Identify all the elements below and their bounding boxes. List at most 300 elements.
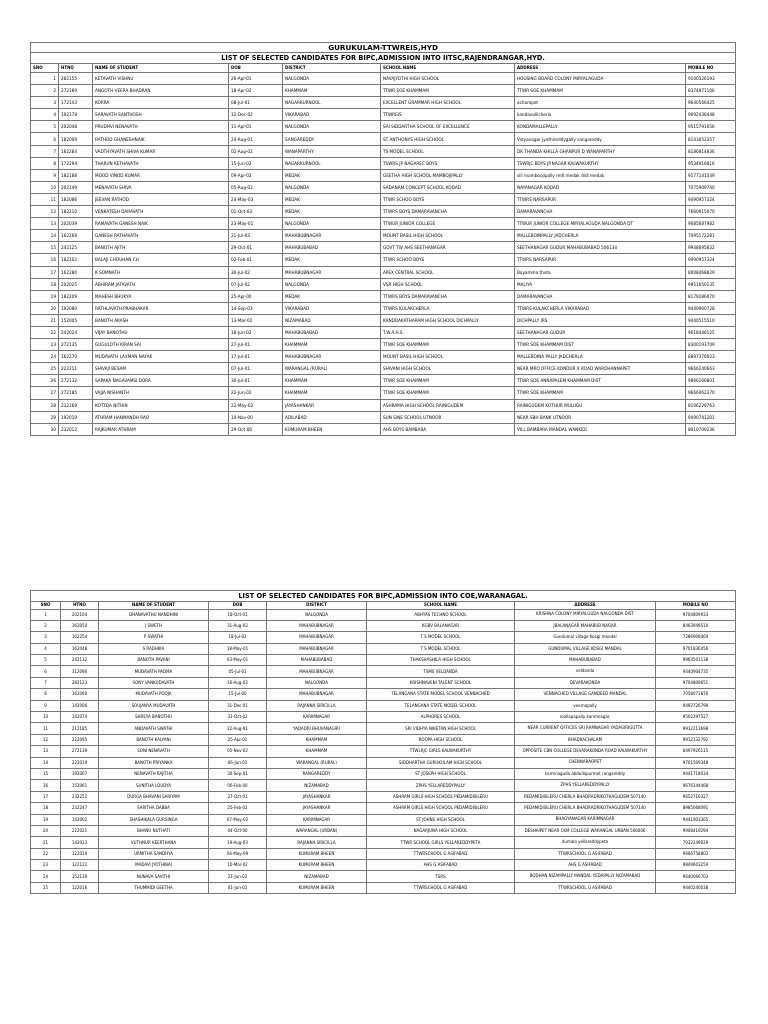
cell-district: KHAMMAM [283,339,381,351]
cell-sno: 19 [31,290,59,302]
cell-htno: 232169 [59,399,93,411]
cell-mobile: 9704809933 [656,609,736,620]
cell-district: MAHABUBABAD [267,655,367,666]
table-row [31,314,736,326]
cell-mobile: 7660915070 [686,206,736,218]
cell-dob: 31-Aug-02 [209,620,267,631]
cell-student-name: ANDAVATH SWATHI [99,723,209,734]
table-row [31,700,736,711]
cell-dob: 05-Aug-02 [229,181,283,193]
table-row [31,266,736,278]
col-header-mobile: MOBILE NO [686,64,736,73]
table-row [31,803,736,814]
cell-school-name: NAGARJUNA HIGH SCHOOL [367,825,515,836]
cell-htno: 202025 [59,278,93,290]
cell-address: achampet [515,97,686,109]
cell-htno: 182188 [59,169,93,181]
table-row [31,814,736,825]
cell-dob: 01-Oct-03 [229,206,283,218]
table-row [31,780,736,791]
col-header-district: DISTRICT [283,64,381,73]
table-row [31,689,736,700]
cell-district: KUMURAM BHEEN [283,423,381,435]
cell-mobile: 9440515510 [686,314,736,326]
cell-mobile: 8985068091 [656,803,736,814]
cell-student-name: SARAVATH SANTHOSH [93,109,229,121]
cell-student-name: SAPAKA NAGAVAMSI DORA [93,375,229,387]
cell-htno: 182086 [59,193,93,205]
cell-student-name: URMITHA SANDHYA [99,848,209,859]
cell-address: Vidyanagar jyothireddygally sangareddy [515,133,686,145]
cell-mobile: 9440904735 [656,666,736,677]
table-row [31,181,736,193]
col-header-school: SCHOOL NAME [367,602,515,610]
cell-district: MEDAK [283,193,381,205]
cell-mobile: 9515791656 [686,121,736,133]
cell-mobile: 9912132792 [656,734,736,745]
cell-sno: 3 [31,632,61,643]
cell-mobile: 9441903365 [656,814,736,825]
cell-mobile: 8008468829 [686,266,736,278]
table-row [31,791,736,802]
cell-school-name: SADANAM CONCEPT SCHOOL KODAD [381,181,515,193]
cell-school-name: AHS G ASIFABAD [367,860,515,871]
cell-student-name: SHASHIKALA GURSINGA [99,814,209,825]
table-row [31,620,736,631]
cell-sno: 10 [31,712,61,723]
col-header-htno: HTNO [59,64,93,73]
cell-district: NALGONDA [283,181,381,193]
cell-address: ZPHS YELLAREDDYPALLY [515,780,656,791]
cell-address: RAINIGUDEM KOTHUR MULUGU [515,399,686,411]
cell-sno: 19 [31,814,61,825]
cell-student-name: RATHLAVATH.PRABHAKAR [93,302,229,314]
cell-htno: 152061 [61,780,99,791]
cell-district: KUMURAM BHEEN [267,848,367,859]
cell-school-name: TSRS [367,871,515,882]
cell-sno: 20 [31,825,61,836]
cell-sno: 15 [31,242,59,254]
cell-district: MEDAK [283,254,381,266]
cell-student-name: BANOTH AKASH [93,314,229,326]
table-row [31,157,736,169]
table-row [31,218,736,230]
cell-student-name: S RADHIKA [99,643,209,654]
cell-student-name: KORRA [93,97,229,109]
cell-district: SANGAREDDY [283,133,381,145]
cell-student-name: SONY VANKUDAVATH [99,677,209,688]
cell-student-name: VENKATESH DARAVATH [93,206,229,218]
cell-sno: 12 [31,734,61,745]
cell-sno: 25 [31,363,59,375]
cell-dob: 18-May-01 [209,643,267,654]
table-row [31,677,736,688]
cell-htno: 182210 [59,206,93,218]
cell-mobile: 9085687982 [686,218,736,230]
cell-sno: 1 [31,73,59,85]
cell-mobile: 8186814836 [686,145,736,157]
table-row [31,230,736,242]
cell-address: veldanda [515,666,656,677]
cell-student-name: MUDAVATH PADMA [99,666,209,677]
cell-student-name: SONI NENAVATH [99,746,209,757]
col-header-htno: HTNO [61,602,99,610]
cell-dob: 25-Apr-01 [209,734,267,745]
cell-dob: 25-Feb-02 [209,803,267,814]
cell-school-name: TTWRS BOYS DAMARAVANCHA [381,290,515,302]
table-row [31,734,736,745]
cell-htno: 212185 [61,723,99,734]
cell-mobile: 9640566425 [686,97,736,109]
col-header-address: ADDRESS [515,602,656,610]
cell-school-name: TTWREIS [381,109,515,121]
cell-address: KRISHNA COLONY MIRYALGUDA NALGONDA DIST [515,609,656,620]
cell-district: NALGONDA [267,677,367,688]
cell-sno: 3 [31,97,59,109]
cell-district: RAJANNA SIRICILLA [267,700,367,711]
cell-school-name: ST JOHNS HIGH SCHOOL [367,814,515,825]
cell-student-name: MENAVATH SHIVA [93,181,229,193]
cell-htno: 162254 [61,632,99,643]
cell-dob: 04-May-99 [209,848,267,859]
cell-dob: 12-Dec-02 [229,109,283,121]
cell-sno: 8 [31,157,59,169]
cell-sno: 2 [31,620,61,631]
cell-sno: 23 [31,860,61,871]
cell-student-name: VUTHNUR KEERTHANA [99,837,209,848]
cell-student-name: NUNAVA SAVITHI [99,871,209,882]
cell-mobile: 9502297527 [656,712,736,723]
cell-mobile: 9908419294 [656,825,736,836]
cell-district: WARANGAL (RURAL) [283,363,381,375]
cell-school-name: ASHRAM GIRLS HIGH SCHOOL PEDAMIDISILERU [367,791,515,802]
cell-dob: 18-Jun-02 [229,326,283,338]
cell-student-name: MADAVI JYOTHIBAI [99,860,209,871]
cell-htno: 272185 [59,387,93,399]
cell-address: TTWR SOE ANNAPALEM KHAMMAM DIST [515,375,686,387]
cell-mobile: 8497926115 [656,746,736,757]
cell-district: NALGONDA [283,121,381,133]
table-coe-selected-candidates [30,590,736,894]
cell-htno: 202039 [59,218,93,230]
cell-school-name: TTWRS BOYS DAMARAVANCHA [381,206,515,218]
cell-school-name: VSR HIGH SCHOOL [381,278,515,290]
cell-address: PEDAMIDISILERU CHERLA BHADRADRIKOTHAGUDEM 507140 [515,791,656,802]
table-row [31,242,736,254]
cell-address: DESHAIPET NEAR CKM COLLEGE WARANGAL URBAN 506006 [515,825,656,836]
cell-student-name: DHANAVATHU NANDHINI [99,609,209,620]
cell-sno: 7 [31,145,59,157]
cell-dob: 21-Jun-02 [209,871,267,882]
cell-sno: 9 [31,700,61,711]
cell-district: KUMURAM BHEEN [267,860,367,871]
cell-htno: 242132 [61,655,99,666]
cell-htno: 142074 [61,712,99,723]
cell-sno: 5 [31,121,59,133]
cell-district: MEDAK [283,169,381,181]
cell-mobile: 9704809651 [656,677,736,688]
cell-mobile: 8463949510 [656,620,736,631]
cell-sno: 18 [31,278,59,290]
cell-address: kandavallicheria [515,109,686,121]
cell-htno: 222095 [61,734,99,745]
cell-address: TTWR SOE KHAMMAM [515,387,686,399]
cell-mobile: 9177141549 [686,169,736,181]
cell-student-name: K SOMNATH [93,266,229,278]
cell-address: TTWRS NARSAPUR [515,193,686,205]
cell-mobile: 8300193709 [686,339,736,351]
cell-sno: 27 [31,387,59,399]
cell-dob: 18-Oct-01 [209,609,267,620]
cell-sno: 21 [31,314,59,326]
cell-district: MAHABUBNAGAR [267,666,367,677]
cell-student-name: MUDAVATH LAXMAN NAYAK [93,351,229,363]
cell-student-name: MAHESH BHUKYA [93,290,229,302]
cell-mobile: 8897376023 [686,351,736,363]
cell-sno: 20 [31,302,59,314]
cell-student-name: RATHOD GHANESHNAIK [93,133,229,145]
cell-address: DEVARAKONDA [515,677,656,688]
cell-sno: 30 [31,423,59,435]
cell-htno: 162048 [61,643,99,654]
cell-dob: 09-Apr-02 [229,169,283,181]
cell-district: MAHABUBABAD [283,242,381,254]
cell-sno: 5 [31,655,61,666]
cell-dob: 21-Jul-03 [229,230,283,242]
cell-sno: 11 [31,723,61,734]
col-header-name: NAME OF STUDENT [93,64,229,73]
table-row [31,632,736,643]
cell-school-name: GEETHA HIGH SCHOOL MAMBOJIPALLY [381,169,515,181]
cell-district: WARANGAL (RURAL) [267,757,367,768]
cell-school-name: ASHRAM GIRLS HIGH SCHOOL PEDAMIDISILERU [367,803,515,814]
cell-school-name: TTWLRJC GIRLS KALWAKURTHY [367,746,515,757]
cell-address: karmnaguda abdullapurmet rangareddy [515,768,656,779]
cell-dob: 15-Jul-00 [209,689,267,700]
cell-address: TTWR SOE KHAMMAM [515,85,686,97]
cell-address: DK THANDA KHILLA GHANPUR D WANAPARTHY [515,145,686,157]
cell-mobile: 9618446125 [686,326,736,338]
cell-school-name: TTWUR JUNIOR COLLEGE [381,218,515,230]
cell-school-name: TTWR SCHOO BOYS [381,254,515,266]
cell-htno: 162090 [61,689,99,700]
cell-student-name: VAJJA NISHANTH [93,387,229,399]
table-row [31,837,736,848]
cell-htno: 152139 [61,871,99,882]
cell-sno: 21 [31,837,61,848]
cell-dob: 05-Jul-01 [209,666,267,677]
cell-htno: 192178 [59,109,93,121]
cell-district: ADILABAD [283,411,381,423]
cell-htno: 272132 [59,375,93,387]
cell-mobile: 9666758803 [656,848,736,859]
cell-address: OPPOSITE CBN COLLEGE DEVARAKONDA ROAD KALWAKURTHY [515,746,656,757]
document-title: GURUKULAM-TTWREIS,HYD [31,43,736,53]
table-row [31,278,736,290]
cell-school-name: TTWR SOE KHAMMAM [381,375,515,387]
cell-student-name: GANESH RATHAVATH [93,230,229,242]
cell-mobile: 9440960728 [686,302,736,314]
cell-address: NEAR SBH BANK UTNOOR [515,411,686,423]
cell-student-name: THUMMIDI GEETHA [99,882,209,893]
cell-sno: 4 [31,643,61,654]
table-row [31,145,736,157]
cell-school-name: T S MODEL SCHOOL [367,643,515,654]
cell-address: DAMARAVANCHA [515,206,686,218]
cell-mobile: 9849603259 [656,860,736,871]
cell-district: KARIMNAGAR [267,814,367,825]
table-row [31,85,736,97]
cell-mobile: 9963501138 [656,655,736,666]
table-row [31,375,736,387]
cell-dob: 18-Apr-02 [229,85,283,97]
cell-district: WARANGAL (URBAN) [267,825,367,836]
cell-htno: 242024 [59,326,93,338]
cell-address: NEAR MRO OFFICE KONDUR X ROAD WARDHANNAPET [515,363,686,375]
cell-htno: 172294 [59,157,93,169]
cell-sno: 14 [31,230,59,242]
table-row [31,825,736,836]
cell-student-name: ABHIRAM JATAVATH [93,278,229,290]
cell-dob: 04-Oct-00 [209,825,267,836]
cell-address: DAMARAVANCHA [515,290,686,302]
cell-mobile: 9701509348 [656,757,736,768]
cell-school-name: TSWRS JP NAGAREC BOYS [381,157,515,169]
cell-sno: 25 [31,882,61,893]
cell-sno: 24 [31,351,59,363]
cell-mobile: 8374971106 [686,85,736,97]
cell-htno: 192007 [61,768,99,779]
cell-sno: 28 [31,399,59,411]
cell-mobile: 9866166801 [686,375,736,387]
cell-address: CHENNARAOPET [515,757,656,768]
table-row [31,848,736,859]
cell-student-name: VIJAY BANOTHU [93,326,229,338]
cell-mobile: 9666062370 [686,387,736,399]
cell-sno: 13 [31,746,61,757]
cell-sno: 6 [31,666,61,677]
cell-student-name: RAMAVATH GANESH NAIK [93,218,229,230]
cell-htno: 272139 [61,746,99,757]
cell-dob: 03-May-01 [209,655,267,666]
cell-address: HOUSING BOARD COLONY MIRYALAGUDA [515,73,686,85]
cell-dob: 11-Apr-01 [229,121,283,133]
cell-school-name: MOUNT BASIL HIGH SCHOOL [381,351,515,363]
cell-mobile: 9492726799 [656,700,736,711]
cell-school-name: EXCELLENT GRAMMAR HIGH SCHOOL [381,97,515,109]
cell-dob: 27-Jul-01 [229,339,283,351]
cell-htno: 232012 [59,423,93,435]
cell-school-name: T S MODEL SCHOOL [367,632,515,643]
cell-htno: 182009 [59,133,93,145]
cell-sno: 15 [31,768,61,779]
cell-district: VIKARABAD [283,109,381,121]
cell-district: MEDAK [283,290,381,302]
cell-sno: 4 [31,109,59,121]
cell-district: MAHABUBNAGAR [267,632,367,643]
cell-htno: 152005 [59,314,93,326]
cell-student-name: THARUN KETHAVATH [93,157,229,169]
cell-mobile: 9948095832 [686,242,736,254]
cell-mobile: 9666240663 [686,363,736,375]
cell-student-name: SUNITHA LOUDYA [99,780,209,791]
cell-mobile: 9092436448 [686,109,736,121]
cell-address: veernapally [515,700,656,711]
cell-student-name: VADTHYAVATH SHIVA KUMAR [93,145,229,157]
cell-mobile: 9100326193 [686,73,736,85]
cell-dob: 18-Jul-02 [209,632,267,643]
cell-address: TTWR SOE KHAMMAM DIST [515,339,686,351]
cell-school-name: TTWRSCHOOL G ASIFABAD [367,848,515,859]
cell-address: TTWRS KULAKCHERLA VIKARABAD [515,302,686,314]
cell-district: MAHABUBNAGAR [283,230,381,242]
cell-address: GUNDUMAL VILLAGE KOSGI MANDAL [515,643,656,654]
cell-student-name: BANOTH PRIYANKA [99,757,209,768]
cell-district: RANGAREDDY [267,768,367,779]
col-header-mobile: MOBILE NO [656,602,736,610]
cell-sno: 18 [31,803,61,814]
cell-dob: 30-Jul-01 [229,375,283,387]
cell-address: dumala yellareddypeta [515,837,656,848]
cell-student-name: SHIVAJI BESAM [93,363,229,375]
cell-mobile: 9676144468 [656,780,736,791]
cell-sno: 11 [31,193,59,205]
cell-sno: 1 [31,609,61,620]
cell-dob: 22-Aug-01 [209,723,267,734]
cell-sno: 6 [31,133,59,145]
cell-dob: 25-Apr-00 [229,290,283,302]
cell-dob: 01-Jun-02 [209,882,267,893]
cell-student-name: DURGA BHAVANI SARIYAM [99,791,209,802]
cell-dob: 05-Nov-02 [209,746,267,757]
cell-district: WANAPARTHY [283,145,381,157]
cell-district: MAHABUBNAGAR [267,689,367,700]
cell-student-name: BHANU NUTHATI [99,825,209,836]
cell-mobile: 9441718034 [656,768,736,779]
col-header-district: DISTRICT [267,602,367,610]
cell-school-name: TTWR SOE KHAMMAM [381,339,515,351]
cell-student-name: SHREYA BANOTHU [99,712,209,723]
cell-school-name: SRI VIDHYA NIKETAN HIGH SCHOOL [367,723,515,734]
cell-dob: 07-May-02 [209,814,267,825]
cell-district: KHAMMAM [283,387,381,399]
cell-mobile: 9640066703 [656,871,736,882]
cell-sno: 10 [31,181,59,193]
table-row [31,712,736,723]
cell-mobile: 9701836456 [656,643,736,654]
cell-dob: 23-May-01 [229,218,283,230]
cell-htno: 192019 [59,411,93,423]
cell-dob: 30-Jul-02 [229,266,283,278]
cell-sno: 9 [31,169,59,181]
cell-address: VENNACHED VILLAGE GANDEED MANDAL [515,689,656,700]
cell-district: NALGONDA [267,609,367,620]
cell-district: MAHABUBNAGAR [267,620,367,631]
cell-address: MALLEBOINPALLY JADCHERLA [515,230,686,242]
cell-sno: 2 [31,85,59,97]
cell-school-name: SAI SIDDARTHA SCHOOL OF EXCELLENCE [381,121,515,133]
table-row [31,871,736,882]
cell-student-name: BANOTH AJITH [93,242,229,254]
cell-htno: 162050 [61,620,99,631]
cell-district: MAHABUBNAGAR [283,266,381,278]
cell-district: KHAMMAM [267,746,367,757]
cell-address: TTWRS NARSAPUR [515,254,686,266]
cell-sno: 23 [31,339,59,351]
cell-student-name: BALAJI CHOUHAN CH [93,254,229,266]
cell-address: Bayamma thota [515,266,686,278]
cell-address: DICHPALLY IRS [515,314,686,326]
